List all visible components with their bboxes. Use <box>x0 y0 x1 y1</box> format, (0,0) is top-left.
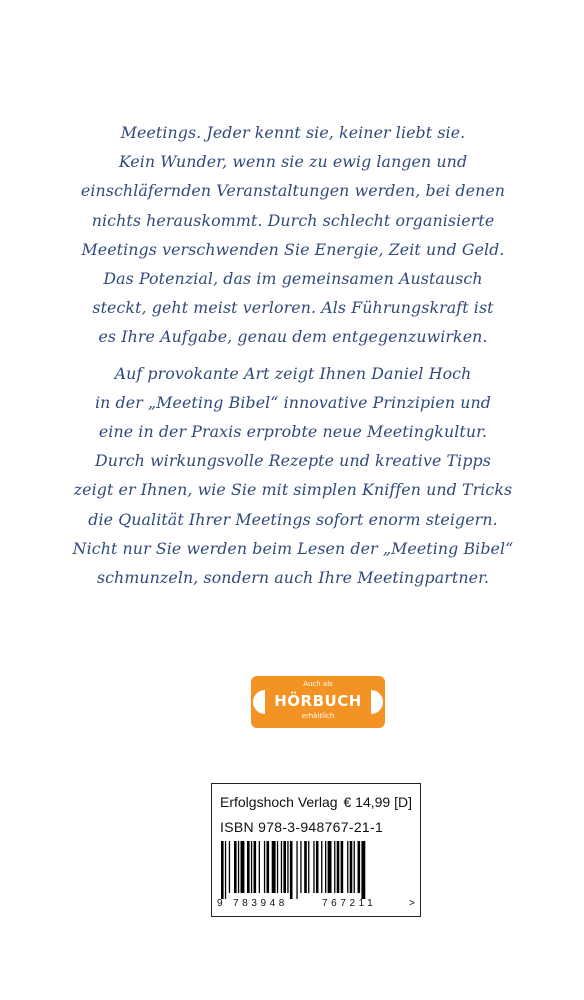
blurb-paragraph-2 <box>60 359 526 593</box>
barcode-digits-left: 783948 <box>233 898 288 909</box>
blurb-line: eine in der Praxis erprobte neue Meetingkultur. <box>98 422 488 442</box>
blurb-line: in der „Meeting Bibel“ innovative Prinzipien und <box>94 392 491 412</box>
blurb-paragraph-1 <box>60 118 526 352</box>
barcode <box>221 841 411 899</box>
badge-line-2: HÖRBUCH <box>274 692 362 710</box>
back-cover-blurb <box>60 118 526 592</box>
audiobook-badge <box>251 676 385 728</box>
badge-line-1: Auch als <box>303 680 333 688</box>
barcode-digit-lead: 9 <box>217 898 223 909</box>
isbn: ISBN 978-3-948767-21-1 <box>220 819 384 835</box>
barcode-box <box>211 783 421 917</box>
blurb-line: Meetings verschwenden Sie Energie, Zeit und Geld. <box>81 239 505 259</box>
blurb-line: Das Potenzial, das im gemeinsamen Austausch <box>103 269 483 289</box>
blurb-line: Durch wirkungsvolle Rezepte und kreative Tipps <box>95 451 491 471</box>
blurb-line: die Qualität Ihrer Meetings sofort enorm steigern. <box>88 509 498 529</box>
price: € 14,99 [D] <box>343 794 412 810</box>
blurb-line: schmunzeln, sondern auch Ihre Meetingpartner. <box>96 568 490 588</box>
blurb-line: nichts herauskommt. Durch schlecht organisierte <box>91 210 495 230</box>
blurb-line: es Ihre Aufgabe, genau dem entgegenzuwirken. <box>98 327 488 347</box>
barcode-digits-right: 767211 <box>322 898 377 909</box>
blurb-line: einschläfernden Veranstaltungen werden, bei denen <box>80 181 506 201</box>
blurb-line: zeigt er Ihnen, wie Sie mit simplen Kniffen und Tricks <box>73 480 513 500</box>
blurb-line: Kein Wunder, wenn sie zu ewig langen und <box>118 152 468 172</box>
publisher-name: Erfolgshoch Verlag <box>220 794 338 810</box>
blurb-line: Auf provokante Art zeigt Ihnen Daniel Hoch <box>114 363 472 383</box>
blurb-line: Nicht nur Sie werden beim Lesen der „Meeting Bibel“ <box>72 538 514 558</box>
barcode-digit-end: > <box>409 898 415 909</box>
blurb-line: steckt, geht meist verloren. Als Führungskraft ist <box>92 298 494 318</box>
blurb-line: Meetings. Jeder kennt sie, keiner liebt sie. <box>120 123 466 142</box>
badge-line-3: erhältlich <box>301 712 335 720</box>
